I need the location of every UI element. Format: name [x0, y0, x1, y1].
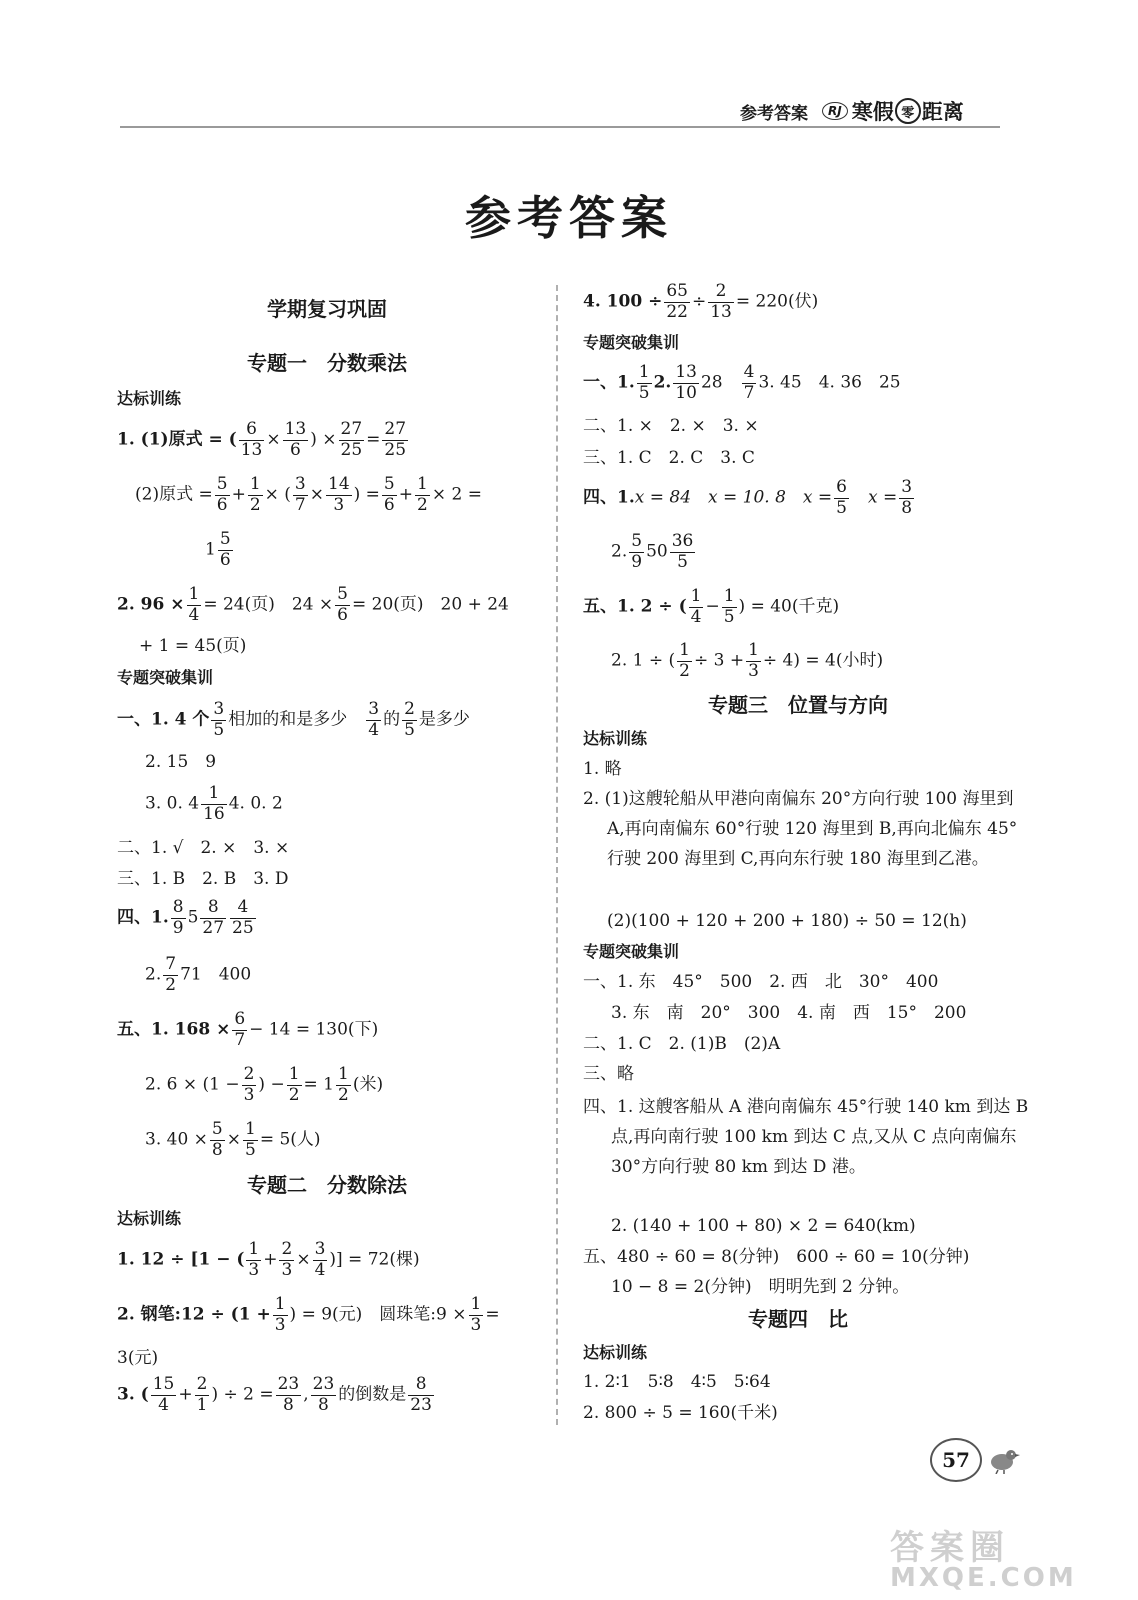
fraction: $\frac{1}{5}$ [244, 1119, 256, 1160]
fraction: $\frac{1}{3}$ [248, 1239, 260, 1280]
fraction: $\frac{1}{4}$ [690, 586, 702, 627]
answer-line: (2)(100 + 120 + 200 + 180) ÷ 50 = 12(h) [607, 911, 967, 931]
answer-line: 二、1. C 2. (1)B (2)A [583, 1034, 781, 1054]
fraction: $\frac{8}{27}$ [202, 897, 225, 938]
logo-circle-char: 零 [895, 98, 921, 124]
answer-line: 一、1. $\frac{1}{5}$ 2. $\frac{13}{10}$ 28 $\frac{4}{7}$ 3. 45 4. 36 25 [583, 362, 901, 403]
fraction: $\frac{6}{5}$ [836, 477, 847, 518]
running-header [740, 96, 964, 126]
subsection-heading: 专题突破集训 [583, 333, 680, 352]
answer-line: 3(元) [117, 1348, 159, 1368]
fraction: $\frac{1}{16}$ [203, 783, 225, 824]
fraction: $\frac{1}{4}$ [188, 584, 200, 625]
topic-title-2: 专题二 分数除法 [247, 1173, 407, 1197]
fraction: $\frac{36}{5}$ [671, 531, 694, 572]
fraction: $\frac{2}{1}$ [196, 1374, 208, 1415]
answer-line: 2. 6 × (1 − $\frac{2}{3}$ ) − $\frac{1}{2}$ = 1 $\frac{1}{2}$ (米) [145, 1064, 384, 1105]
page-title: 参考答案 [465, 191, 673, 245]
answer-line: 三、1. C 2. C 3. C [583, 448, 755, 468]
answer-line: 2. $\frac{7}{2}$ 71 400 [145, 954, 252, 995]
fraction: $\frac{1}{5}$ [638, 362, 650, 403]
answer-line: 五、1. 168 × $\frac{6}{7}$ − 14 = 130(下) [117, 1009, 379, 1050]
fraction: $\frac{6}{13}$ [240, 419, 263, 460]
fraction: $\frac{6}{7}$ [234, 1009, 246, 1050]
fraction: $\frac{4}{25}$ [232, 897, 254, 938]
topic-title-4: 专题四 比 [748, 1307, 848, 1331]
answer-line: 3. 0. 4 $\frac{1}{16}$ 4. 0. 2 [145, 783, 283, 824]
fraction: $\frac{2}{3}$ [243, 1064, 255, 1105]
topic-title-1: 专题一 分数乘法 [247, 351, 407, 375]
fraction: $\frac{13}{6}$ [284, 419, 307, 460]
watermark-line-2: MXQE.COM [890, 1563, 1077, 1593]
fraction: $\frac{27}{25}$ [340, 419, 363, 460]
answer-line: 1. 2∶1 5∶8 4∶5 5∶64 [583, 1372, 771, 1392]
fraction: $\frac{23}{8}$ [277, 1374, 300, 1415]
fraction: $\frac{5}{6}$ [219, 529, 231, 570]
fraction: $\frac{65}{22}$ [666, 281, 688, 322]
subsection-heading: 专题突破集训 [117, 668, 214, 687]
section-title: 学期复习巩固 [267, 297, 387, 321]
answer-line: 3. 40 × $\frac{5}{8}$ × $\frac{1}{5}$ = 5(人) [145, 1119, 321, 1160]
fraction: $\frac{15}{4}$ [152, 1374, 175, 1415]
fraction: $\frac{14}{3}$ [328, 474, 350, 515]
fraction: $\frac{3}{7}$ [294, 474, 306, 515]
page-number-badge [930, 1438, 1020, 1482]
fraction: $\frac{27}{25}$ [384, 419, 407, 460]
fraction: $\frac{3}{4}$ [368, 699, 380, 740]
answer-line: 一、1. 4 个 $\frac{3}{5}$ 相加的和是多少 $\frac{3}{4}$ 的 $\frac{2}{5}$ 是多少 [117, 699, 470, 740]
bird-icon [986, 1446, 1020, 1474]
answer-line: 3. ( $\frac{15}{4}$ + $\frac{2}{1}$ ) ÷ 2 = $\frac{23}{8}$ , $\frac{23}{8}$ 的倒数是 $\frac{8}{23}$ [117, 1374, 432, 1415]
answer-line: 四、1.x = 84 x = 10. 8 x = $\frac{6}{5}$ x = $\frac{3}{8}$ [583, 477, 913, 518]
fraction: $\frac{1}{3}$ [274, 1294, 286, 1335]
subsection-heading: 达标训练 [583, 1343, 648, 1362]
answer-line: (2)原式 = $\frac{5}{6}$ + $\frac{1}{2}$ × ( $\frac{3}{7}$ × $\frac{14}{3}$ ) = $\frac{5}{6}$ + $\frac{1}{2}$ × 2 = [135, 474, 482, 515]
answer-line: 3. 东 南 20° 300 4. 南 西 15° 200 [611, 1003, 967, 1023]
column-divider [556, 285, 558, 1425]
fraction: $\frac{1}{3}$ [748, 640, 759, 681]
fraction: $\frac{1}{2}$ [249, 474, 261, 515]
answer-line: 五、480 ÷ 60 = 8(分钟) 600 ÷ 60 = 10(分钟) [583, 1247, 970, 1267]
answer-paragraph: 四、1. 这艘客船从 A 港向南偏东 45°行驶 140 km 到达 B 点,再向南行驶 100 km 到达 C 点,又从 C 点向南偏东 30°方向行驶 80 km 到达 D 港。 [583, 1097, 1029, 1177]
answer-line: 2. 96 × $\frac{1}{4}$ = 24(页) 24 × $\frac{5}{6}$ = 20(页) 20 + 24 [117, 584, 509, 625]
fraction: $\frac{2}{3}$ [281, 1239, 293, 1280]
fraction: $\frac{1}{3}$ [470, 1294, 482, 1335]
subsection-heading: 专题突破集训 [583, 942, 680, 961]
topic-title-3: 专题三 位置与方向 [708, 693, 888, 717]
answer-line: 2. 800 ÷ 5 = 160(千米) [583, 1403, 778, 1423]
fraction: $\frac{5}{6}$ [337, 584, 348, 625]
answer-line: 1. 略 [583, 759, 622, 779]
logo-text-2: 距离 [921, 100, 964, 124]
fraction: $\frac{5}{6}$ [216, 474, 228, 515]
series-logo [822, 96, 964, 126]
answer-line: 三、1. B 2. B 3. D [117, 869, 289, 889]
answer-line: 1. 12 ÷ [1 − ( $\frac{1}{3}$ + $\frac{2}{3}$ × $\frac{3}{4}$ )] = 72(棵) [117, 1239, 420, 1280]
answer-line: 2. 钢笔:12 ÷ (1 + $\frac{1}{3}$ ) = 9(元) 圆珠笔:9 × $\frac{1}{3}$ = [117, 1294, 500, 1335]
fraction: $\frac{1}{2}$ [679, 640, 690, 681]
logo-text-1: 寒假 [851, 100, 894, 124]
subsection-heading: 达标训练 [583, 729, 648, 748]
fraction: $\frac{23}{8}$ [312, 1374, 335, 1415]
answer-line: 10 − 8 = 2(分钟) 明明先到 2 分钟。 [611, 1277, 910, 1297]
page-number: 57 [930, 1438, 982, 1482]
answer-line: 2. $\frac{5}{9}$ 50 $\frac{36}{5}$ [611, 531, 694, 572]
answer-line: 一、1. 东 45° 500 2. 西 北 30° 400 [583, 972, 939, 992]
logo-rj-badge: RJ [822, 102, 848, 120]
fraction: $\frac{1}{2}$ [338, 1064, 349, 1105]
answer-line: 五、1. 2 ÷ ( $\frac{1}{4}$ − $\frac{1}{5}$ ) = 40(千克) [583, 586, 840, 627]
answer-paragraph: 2. (1)这艘轮船从甲港向南偏东 20°方向行驶 100 海里到A,再向南偏东 60°行驶 120 海里到 B,再向北偏东 45°行驶 200 海里到 C,再向东行驶 180 海里到乙港。 [583, 789, 1018, 869]
fraction: $\frac{5}{9}$ [631, 531, 643, 572]
fraction: $\frac{1}{5}$ [723, 586, 735, 627]
fraction: $\frac{3}{8}$ [901, 477, 913, 518]
header-rule [120, 126, 1000, 128]
fraction: $\frac{2}{5}$ [404, 699, 415, 740]
fraction: $\frac{7}{2}$ [165, 954, 177, 995]
answer-line: + 1 = 45(页) [139, 636, 247, 656]
answer-line: 1. (1)原式 = ( $\frac{6}{13}$ × $\frac{13}{6}$ ) × $\frac{27}{25}$ = $\frac{27}{25}$ [117, 419, 407, 460]
fraction: $\frac{13}{10}$ [675, 362, 697, 403]
fraction: $\frac{2}{13}$ [710, 281, 732, 322]
answer-line: 四、1. $\frac{8}{9}$ 5 $\frac{8}{27}$ $\frac{4}{25}$ [117, 897, 254, 938]
header-label: 参考答案 [740, 103, 808, 124]
fraction: $\frac{3}{5}$ [213, 699, 225, 740]
fraction: $\frac{8}{9}$ [172, 897, 184, 938]
answer-line: 4. 100 ÷ $\frac{65}{22}$ ÷ $\frac{2}{13}$ = 220(伏) [583, 281, 819, 322]
subsection-heading: 达标训练 [117, 1209, 182, 1228]
answer-line: 2. (140 + 100 + 80) × 2 = 640(km) [611, 1216, 916, 1236]
fraction: $\frac{5}{8}$ [211, 1119, 223, 1160]
answer-line: 1 $\frac{5}{6}$ [205, 529, 231, 570]
answer-line: 2. 1 ÷ ( $\frac{1}{2}$ ÷ 3 + $\frac{1}{3}$ ÷ 4) = 4(小时) [611, 640, 884, 681]
fraction: $\frac{1}{2}$ [288, 1064, 300, 1105]
subsection-heading: 达标训练 [117, 389, 182, 408]
answer-line: 三、略 [583, 1064, 634, 1084]
fraction: $\frac{4}{7}$ [743, 362, 755, 403]
answer-line: 2. 15 9 [145, 752, 217, 772]
answer-line: 二、1. √ 2. × 3. × [117, 838, 290, 858]
fraction: $\frac{8}{23}$ [410, 1374, 432, 1415]
answer-line: 二、1. × 2. × 3. × [583, 416, 759, 436]
watermark-line-1: 答案圈 [890, 1528, 1010, 1568]
fraction: $\frac{5}{6}$ [383, 474, 395, 515]
watermark [890, 1520, 1077, 1593]
fraction: $\frac{1}{2}$ [417, 474, 428, 515]
fraction: $\frac{3}{4}$ [314, 1239, 326, 1280]
